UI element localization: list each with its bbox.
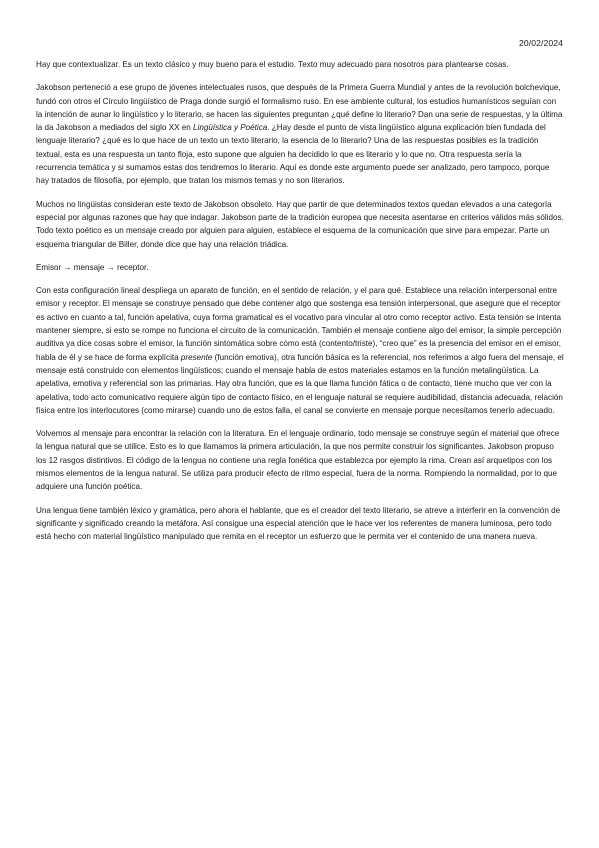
paragraph-text: (función emotiva), otra función básica es la referencial, nos referimos a algo fuera del mensaje, el mensaje está construido con elementos lingüísticos; cuando el mensaje habla de estos materiales estamos en la función metalingüística. La apelativa, emotiva y referencial son las primarias. Hay otra función, que es la que llama función fática o de contacto, tiene mucho que ver con la apelativa, todo acto comunicativo requiere algún tipo de contacto físico, en el lenguaje natural se requiere audibilidad, distancia adecuada, relación física entre los interlocutores (como mirarse) cuando uno de estos falla, el canal se convierte en mensaje porque necesitamos tenerlo adecuado. [36,352,564,415]
paragraph-text: Con esta configuración lineal despliega un aparato de función, en el sentido de relación, y el para qué. Establece una relación interpersonal entre emisor y receptor. El mensaje se construye pensado que debe contener algo que sostenga esa tensión interpersonal, que asegure que el receptor es activo en cuanto a tal, función apelativa, cuya forma gramatical es el vocativo para vincular al otro como receptor activo. Esta tensión se intenta mantener siempre, si esto se rompe no funciona el circuito de la comunicación. También el mensaje contiene algo del emisor, la simple percepción auditiva ya dice cosas sobre el emisor, la función sintomática sobre cómo está (contento/triste), “creo que” es la presencia del emisor en el emisor, habla de él y se hace de forma explícita [36,286,562,362]
paragraph-text: . ¿Hay desde el punto de vista lingüístico alguna explicación bien fundada del lenguaje literario? ¿qué es lo que hace de un texto un texto literario, la esencia de lo literario? Una de las respuestas posibles es la tradición textual, esta es una respuesta un tanto floja, esto supone que alguien ha decidido lo que es literario y lo que no. Otra respuesta sería la recurrencia temática y si sumamos estas dos tendremos lo literario. Aquí es donde este argumento puede ser analizado, pero tampoco, porque hay tratados de filosofía, por ejemplo, que tratan los mismos temas y no son literarios. [36,123,550,186]
paragraph-metaphor [36,504,564,544]
paragraph-schema [36,261,564,274]
document-body [36,58,564,554]
paragraph-text: Muchos no lingüistas consideran este texto de Jakobson obsoleto. Hay que partir de que determinados textos quedan elevados a una categoría especial por algunas razones que hay que indagar. Jakobson parte de la tradición europea que necesita asentarse en criterios válidos más sólidos. Todo texto poético es un mensaje creado por alguien para alguien, establece el esquema de la comunicación que sirve para empezar. Parte un esquema triangular de Biller, donde dice que hay una relación triádica. [36,199,564,249]
paragraph-functions [36,284,564,417]
paragraph-intro-text: Hay que contextualizar. Es un texto clásico y muy bueno para el estudio. Texto muy adecuado para nosotros para plantearse cosas. [36,60,509,69]
paragraph-text: Jakobson perteneció a ese grupo de jóvenes intelectuales rusos, que después de la Primera Guerra Mundial y antes de la revolución bolchevique, fundó con otros el Círculo lingüístico de Praga donde surgió el formalismo ruso. En ese ambiente cultural, los estudios humanísticos seguían con la intención de aunar lo lingüístico y lo literario, se hacen las siguientes preguntan ¿qué define lo literario? Dan una serie de respuestas, y la última la da Jakobson a mediados del siglo XX en [36,83,563,133]
paragraph-text: Una lengua tiene también léxico y gramática, pero ahora el hablante, que es el creador del texto literario, se atreve a interferir en la convención de significante y significado creando la metáfora. Así consigue una especial atención que le hace ver los referentes de manera luminosa, pero todo está hecho con material lingüístico manipulado que remita en el receptor un esfuerzo que le permita ver el contenido de una manera nueva. [36,505,561,542]
paragraph-text: Volvemos al mensaje para encontrar la relación con la literatura. En el lenguaje ordinario, todo mensaje se construye según el material que ofrece la lengua natural que se utilice. Esto es lo que llamamos la primera articulación, la que nos permite construir los significantes. Jakobson propuso los 12 rasgos distintivos. El código de la lengua no contiene una regla fonética que establezca por ejemplo la rima. Crean así arquetipos con los mismos elementos de la lengua natural. Se utiliza para producir efecto de ritmo especial, fuera de la norma. Rompiendo la normalidad, por lo que adquiere una función poética. [36,429,560,492]
paragraph-jakobson-context [36,81,564,187]
paragraph-text: Emisor → mensaje → receptor. [36,262,149,272]
paragraph-intro [36,58,564,71]
book-title: Lingüística y Poética [193,123,268,133]
emphasis-presente: presente [180,352,213,362]
paragraph-obsolete [36,198,564,251]
document-date: 20/02/2024 [518,38,563,48]
paragraph-literature [36,427,564,493]
